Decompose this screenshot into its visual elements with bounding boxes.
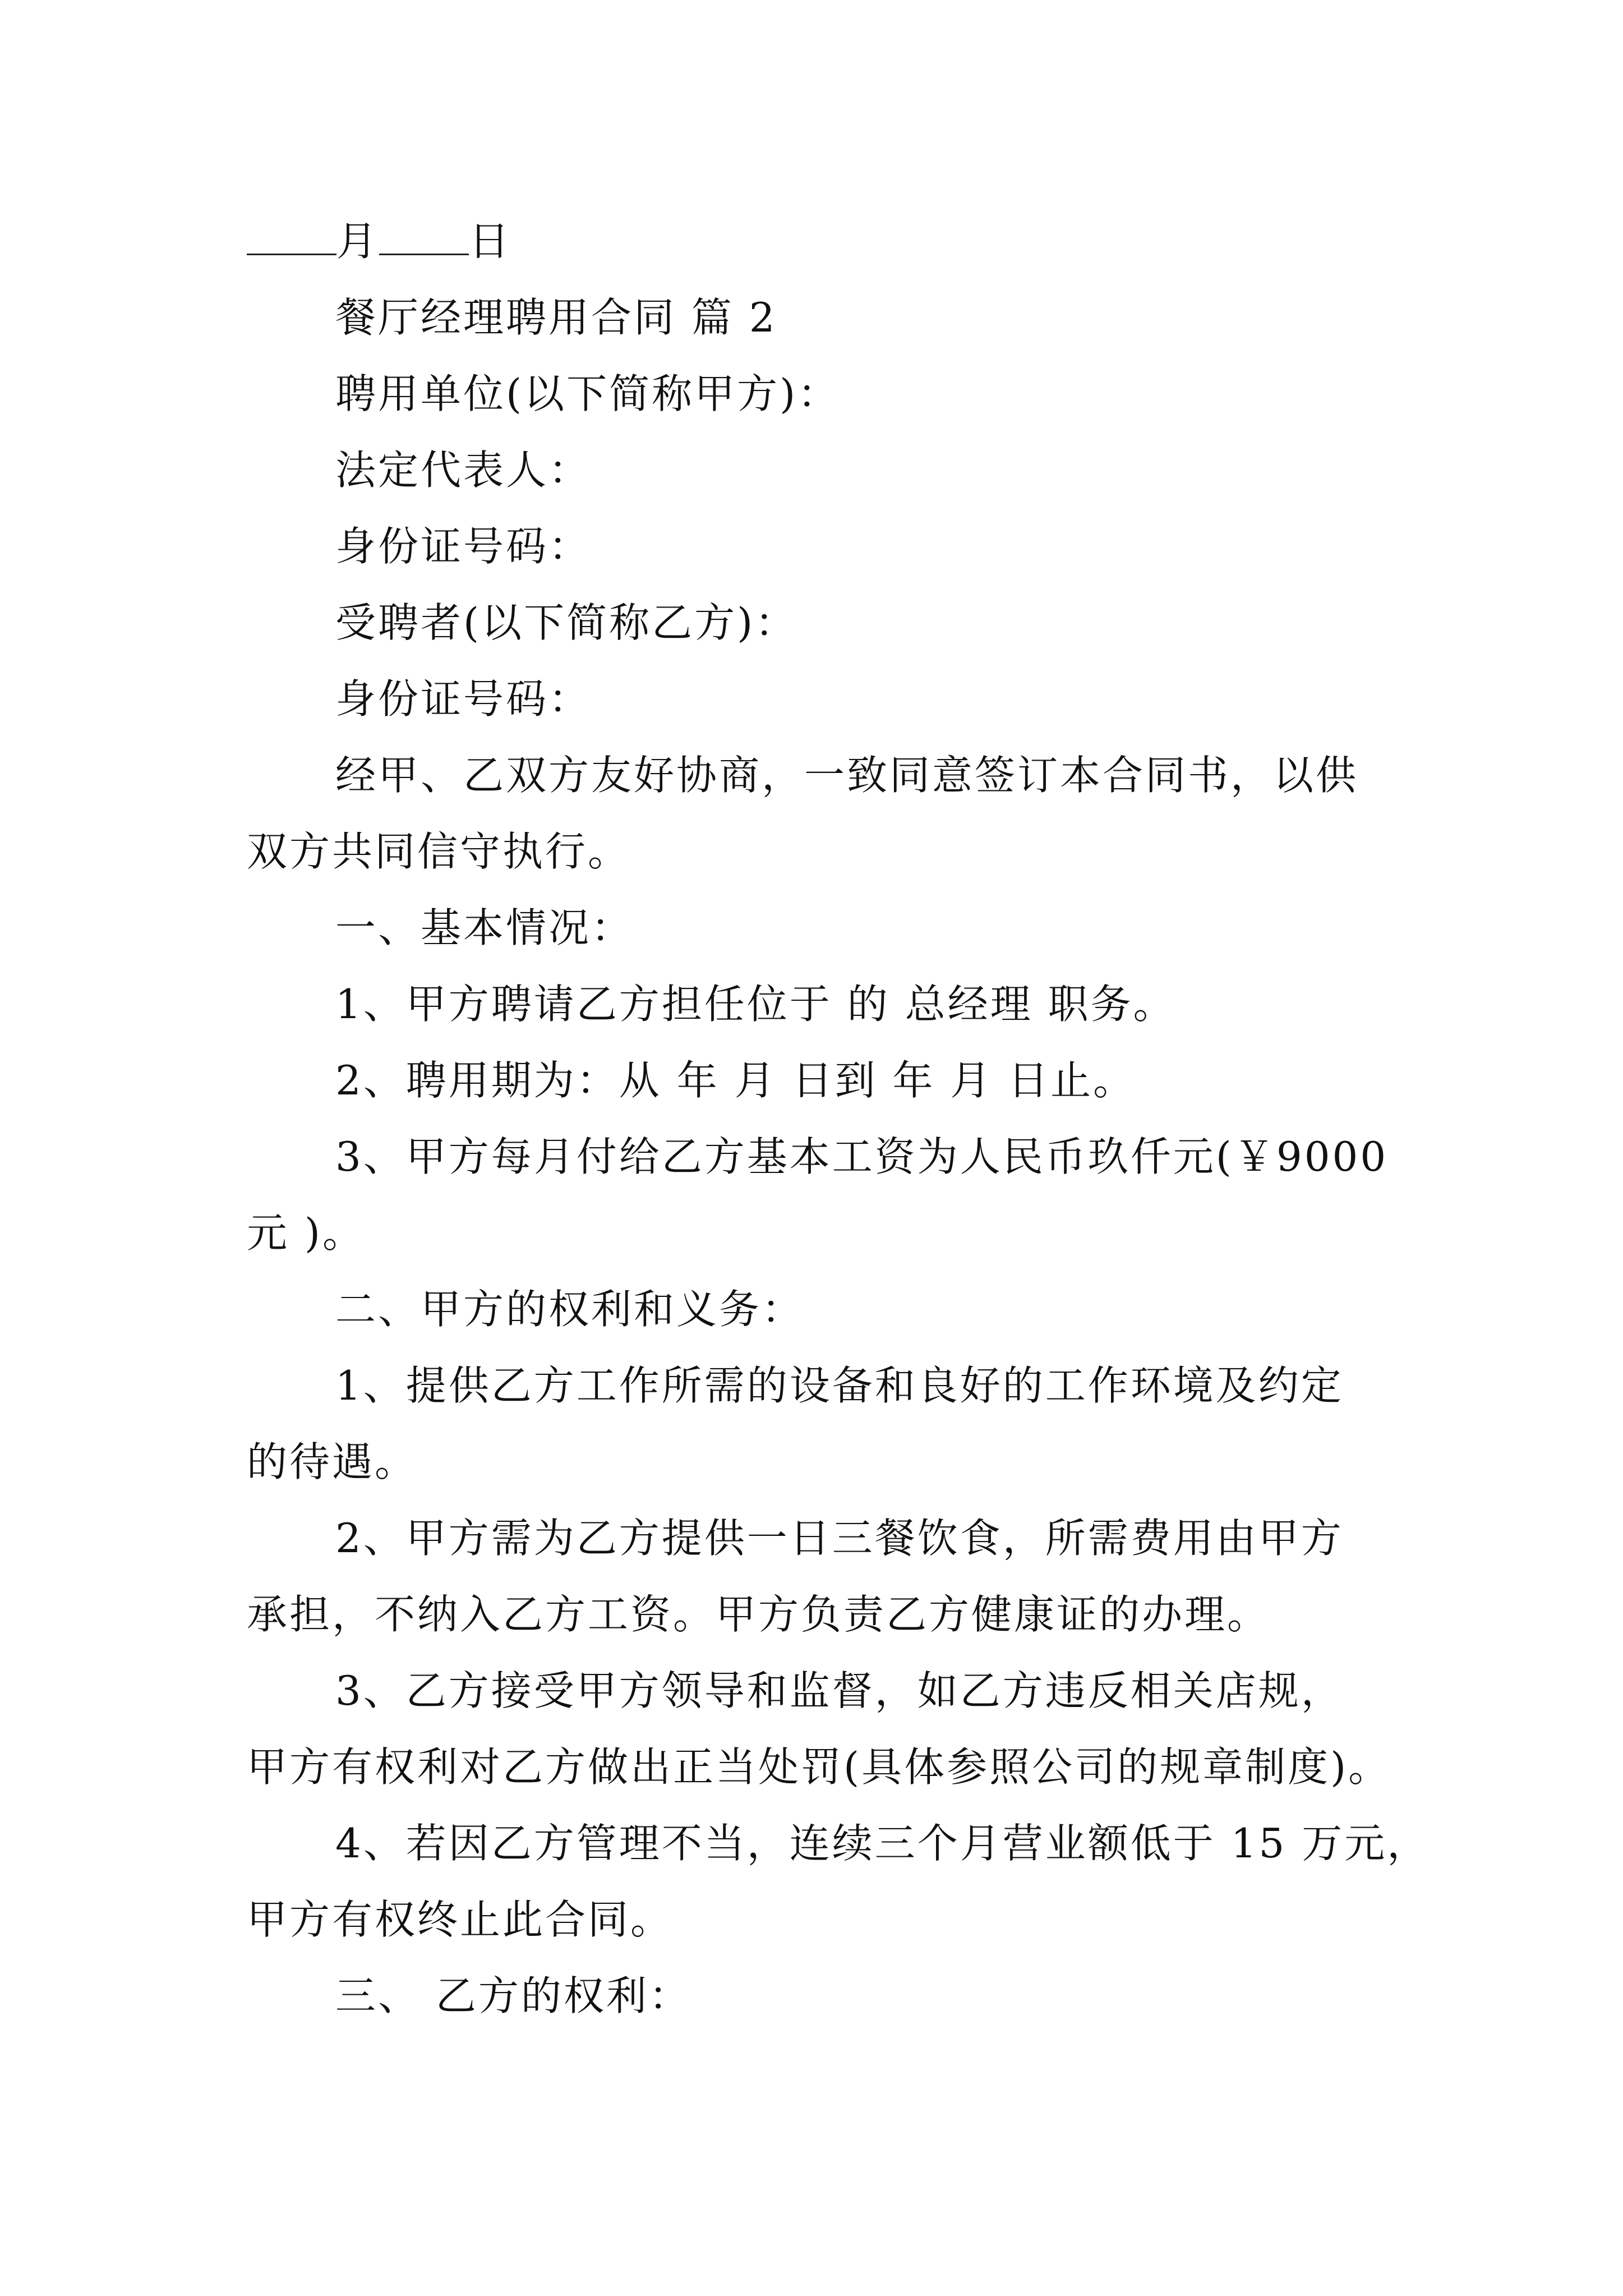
section2-item3-line2: 甲方有权利对乙方做出正当处罚(具体参照公司的规章制度)。 (247, 1743, 1391, 1791)
section2-item4-line1: 4、若因乙方管理不当，连续三个月营业额低于 15 万元， (335, 1820, 1430, 1867)
date-line (247, 213, 511, 269)
id-a-line: 身份证号码： (335, 523, 592, 570)
section2-item3-line1: 3、乙方接受甲方领导和监督，如乙方违反相关店规， (335, 1667, 1344, 1714)
section1-item2: 2、聘用期为：从 年 月 日到 年 月 日止。 (335, 1057, 1136, 1104)
section2-item1-line2: 的待遇。 (247, 1438, 418, 1485)
month-blank (247, 218, 336, 255)
legal-rep-line: 法定代表人： (335, 447, 592, 494)
document-title: 餐厅经理聘用合同 篇 2 (335, 294, 777, 341)
section2-item4-line2: 甲方有权终止此合同。 (247, 1896, 674, 1943)
section1-item3-line2: 元 )。 (247, 1209, 365, 1257)
section2-item2-line1: 2、甲方需为乙方提供一日三餐饮食，所需费用由甲方 (335, 1515, 1344, 1562)
intro-line-1: 经甲、乙双方友好协商，一致同意签订本合同书，以供 (335, 752, 1359, 799)
month-label: 月 (336, 218, 380, 265)
intro-line-2: 双方共同信守执行。 (247, 828, 631, 875)
day-blank (379, 218, 469, 255)
party-a-line: 聘用单位(以下简称甲方)： (335, 370, 841, 417)
party-b-line: 受聘者(以下简称乙方)： (335, 599, 798, 646)
section2-heading: 二、甲方的权利和义务： (335, 1286, 805, 1333)
section3-heading: 三、 乙方的权利： (335, 1972, 691, 2019)
section1-item1: 1、甲方聘请乙方担任位于 的 总经理 职务。 (335, 981, 1176, 1028)
section2-item1-line1: 1、提供乙方工作所需的设备和良好的工作环境及约定 (335, 1362, 1344, 1409)
id-b-line: 身份证号码： (335, 675, 592, 723)
section2-item2-line2: 承担，不纳入乙方工资。甲方负责乙方健康证的办理。 (247, 1591, 1270, 1638)
section1-item3-line1: 3、甲方每月付给乙方基本工资为人民币玖仟元(￥9000 (335, 1133, 1389, 1180)
section1-heading: 一、基本情况： (335, 904, 634, 951)
day-label: 日 (469, 218, 512, 265)
